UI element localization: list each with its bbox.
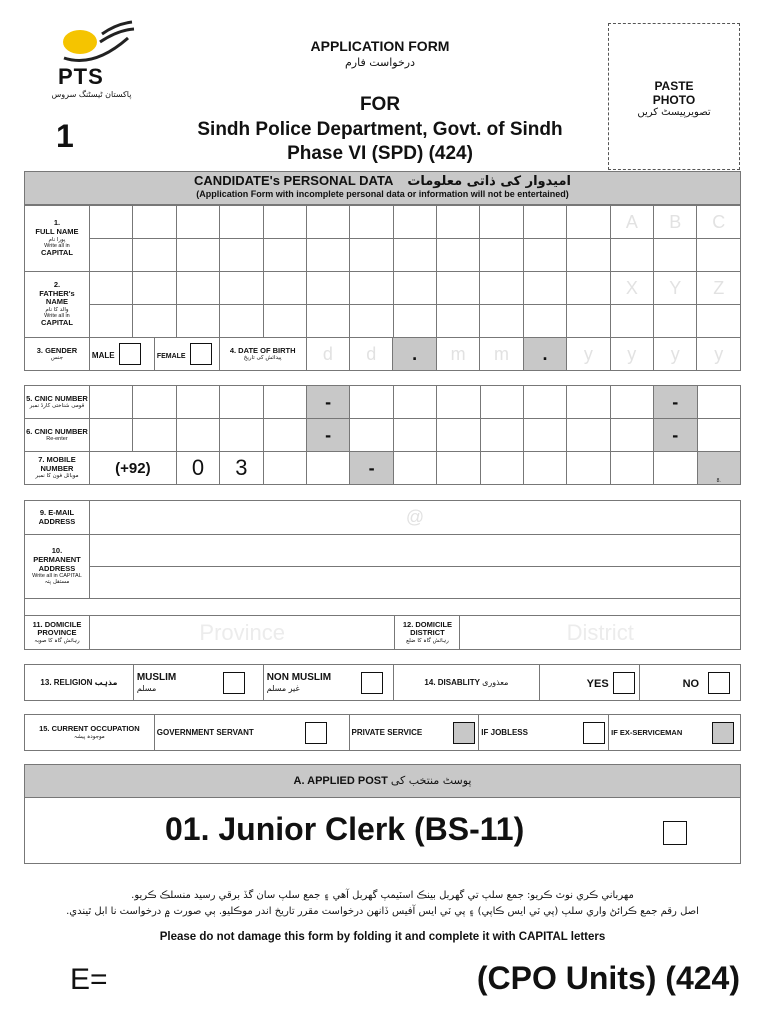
gender-dob-row — [24, 337, 741, 371]
province-label: 11. DOMICILE PROVINCE رہائش گاہ کا صوبہ — [25, 616, 90, 650]
name-cell[interactable] — [654, 239, 697, 272]
cnic-re-cell[interactable] — [263, 419, 306, 452]
cnic-cell[interactable] — [437, 386, 480, 419]
mobile-digit: 0 — [176, 452, 219, 485]
female-checkbox[interactable] — [190, 343, 212, 365]
form-title: APPLICATION FORM — [310, 38, 450, 54]
cnic-cell[interactable] — [567, 386, 610, 419]
religion-label: 13. RELIGION مذہب — [25, 665, 134, 701]
name-cell[interactable] — [523, 206, 566, 239]
father-name-cell[interactable] — [610, 305, 653, 338]
disability-no-option[interactable] — [640, 665, 741, 701]
male-checkbox[interactable] — [119, 343, 141, 365]
female-label: FEMALE — [156, 353, 186, 361]
cnic-cell[interactable] — [480, 386, 523, 419]
name-cell[interactable] — [306, 206, 349, 239]
father-name-label: 2. FATHER's NAME والد کا نام Write all in CAPITAL — [25, 272, 90, 338]
cnic-re-cell[interactable] — [393, 419, 436, 452]
phase-title: Phase VI (SPD) (424) — [287, 143, 473, 164]
dob-cell[interactable]: m — [480, 338, 523, 371]
photo-line1: PASTE — [654, 79, 694, 93]
name-cell[interactable] — [567, 206, 610, 239]
address-label: 10. PERMANENT ADDRESS Write all in CAPITAL مستقل پتہ — [25, 535, 90, 599]
cnic-cell[interactable] — [263, 386, 306, 419]
cnic-cell[interactable] — [523, 386, 566, 419]
dob-label: 4. DATE OF BIRTH پیدائش کی تاریخ — [219, 338, 306, 371]
father-name-cell[interactable]: X — [610, 272, 653, 305]
name-cell[interactable] — [133, 206, 176, 239]
ex-serviceman-label: IF EX-SERVICEMAN — [611, 728, 683, 737]
cnic-re-cell[interactable] — [133, 419, 176, 452]
personal-heading-urdu: امیدوار کی ذاتی معلومات — [407, 174, 571, 189]
name-cell[interactable] — [350, 206, 393, 239]
father-name-cell[interactable] — [437, 272, 480, 305]
name-cell[interactable] — [437, 239, 480, 272]
name-cell[interactable] — [220, 239, 263, 272]
father-name-cell[interactable] — [654, 305, 697, 338]
cnic-re-cell[interactable] — [610, 419, 653, 452]
father-name-cell[interactable] — [133, 305, 176, 338]
name-cell[interactable] — [89, 239, 132, 272]
cnic-re-cell[interactable] — [567, 419, 610, 452]
father-name-cell[interactable] — [133, 272, 176, 305]
form-title-urdu: درخواست فارم — [345, 56, 415, 69]
department-title: Sindh Police Department, Govt. of Sindh — [197, 119, 563, 140]
occupation-label: 15. CURRENT OCCUPATION موجودہ پیشہ — [25, 715, 155, 751]
religion-disability-row — [24, 664, 741, 701]
yes-checkbox[interactable] — [613, 672, 635, 694]
mobile-cell[interactable] — [306, 452, 349, 485]
father-name-cell[interactable]: Z — [697, 272, 741, 305]
cnic-cell[interactable] — [89, 386, 132, 419]
photo-urdu: تصویرپیسٹ کریں — [637, 107, 711, 118]
applied-post-heading — [24, 764, 741, 798]
father-name-cell[interactable] — [263, 272, 306, 305]
jobless-checkbox[interactable] — [583, 722, 605, 744]
mobile-cell[interactable] — [393, 452, 436, 485]
muslim-label: MUSLIM — [136, 671, 177, 683]
jobless-option[interactable] — [479, 715, 609, 751]
private-service-checkbox[interactable] — [453, 722, 475, 744]
ex-serviceman-option[interactable] — [609, 715, 741, 751]
father-name-cell[interactable] — [523, 305, 566, 338]
mobile-digit: 3 — [220, 452, 263, 485]
dob-cell[interactable]: y — [697, 338, 741, 371]
mobile-separator: - — [350, 452, 393, 485]
non-muslim-option[interactable]: NON MUSLIM غیر مسلم — [263, 665, 393, 701]
applied-post-heading-urdu: پوسٹ منتخب کی — [390, 774, 472, 787]
province-input[interactable]: Province — [89, 616, 395, 650]
cnic-re-cell[interactable] — [437, 419, 480, 452]
mobile-cell[interactable] — [654, 452, 697, 485]
name-cell[interactable] — [263, 239, 306, 272]
muslim-option[interactable]: MUSLIM مسلم — [133, 665, 263, 701]
father-name-cell[interactable] — [567, 305, 610, 338]
cnic-re-separator: - — [306, 419, 349, 452]
male-label: MALE — [91, 351, 115, 361]
name-cell[interactable] — [437, 206, 480, 239]
name-cell[interactable] — [176, 206, 219, 239]
mobile-cell[interactable] — [523, 452, 566, 485]
father-name-cell[interactable] — [393, 305, 436, 338]
personal-heading-text: CANDIDATE's PERSONAL DATA — [194, 173, 393, 188]
email-input[interactable]: @ — [89, 501, 740, 535]
cnic-re-cell[interactable] — [697, 419, 741, 452]
mobile-country-code: (+92) — [89, 452, 176, 485]
name-cell[interactable]: A — [610, 206, 653, 239]
logo-urdu: پاکستان ٹیسٹنگ سروس — [51, 90, 132, 99]
cnic-cell[interactable] — [610, 386, 653, 419]
no-checkbox[interactable] — [708, 672, 730, 694]
dob-separator: . — [523, 338, 566, 371]
address-line-2[interactable] — [89, 567, 740, 599]
cnic-label: 5. CNIC NUMBER قومی شناختی کارڈ نمبر — [25, 386, 90, 419]
father-name-cell[interactable] — [350, 305, 393, 338]
father-name-cell[interactable] — [220, 305, 263, 338]
cnic-cell[interactable] — [176, 386, 219, 419]
jobless-label: IF JOBLESS — [481, 728, 528, 737]
personal-note: (Application Form with incomplete personal data or information will not be entertained) — [196, 189, 569, 199]
father-name-cell[interactable]: Y — [654, 272, 697, 305]
non-muslim-label: NON MUSLIM — [266, 671, 332, 683]
cnic-re-cell[interactable] — [89, 419, 132, 452]
district-label: 12. DOMICILE DISTRICT رہائش گاہ کا ضلع — [395, 616, 460, 650]
cnic-re-cell[interactable] — [480, 419, 523, 452]
dob-cell[interactable]: d — [350, 338, 393, 371]
cnic-re-cell[interactable] — [220, 419, 263, 452]
personal-data-heading — [24, 171, 741, 205]
footer-sindhi-line-1: مهرباني ڪري نوٽ ڪريو: جمع سلپ تي گهربل بينڪ اسٽيمپ گهربل آهي ۽ جمع سلپ سان گڏ برقي رسيد منسلڪ ڪريو. — [131, 890, 634, 901]
no-label: NO — [682, 677, 700, 690]
ex-serviceman-checkbox[interactable] — [712, 722, 734, 744]
cnic-cell[interactable] — [697, 386, 741, 419]
name-cell[interactable] — [697, 239, 741, 272]
father-name-cell[interactable] — [480, 272, 523, 305]
dob-cell[interactable]: m — [436, 338, 479, 371]
father-name-cell[interactable] — [263, 305, 306, 338]
name-cell[interactable] — [567, 239, 610, 272]
name-cell[interactable] — [306, 239, 349, 272]
cnic-cell[interactable] — [350, 386, 393, 419]
name-cell[interactable] — [393, 206, 436, 239]
name-cell[interactable] — [89, 206, 132, 239]
male-option[interactable] — [89, 338, 154, 371]
father-name-cell[interactable] — [89, 305, 132, 338]
form-number: 1 — [56, 118, 74, 154]
father-name-cell[interactable] — [393, 272, 436, 305]
private-service-option[interactable] — [349, 715, 479, 751]
gender-label: 3. GENDER جنس — [25, 338, 90, 371]
father-name-cell[interactable] — [567, 272, 610, 305]
applied-post-box — [24, 797, 741, 864]
name-cell[interactable] — [263, 206, 306, 239]
cnic-cell[interactable] — [133, 386, 176, 419]
father-name-cell[interactable] — [89, 272, 132, 305]
gov-servant-option[interactable] — [154, 715, 349, 751]
name-cell[interactable] — [350, 239, 393, 272]
cnic-separator: - — [306, 386, 349, 419]
name-cell[interactable] — [220, 206, 263, 239]
mobile-cell[interactable] — [480, 452, 523, 485]
full-name-label: 1. FULL NAME پورا نام Write all in CAPITAL — [25, 206, 90, 272]
cnic-re-cell[interactable] — [523, 419, 566, 452]
disability-label: 14. DISABLITY معذوری — [393, 665, 540, 701]
spacer-row — [25, 599, 741, 616]
mobile-cell[interactable] — [610, 452, 653, 485]
footer-instruction: Please do not damage this form by folding it and complete it with CAPITAL letters — [159, 931, 606, 943]
applied-post-heading-text: A. APPLIED POST — [293, 775, 388, 787]
dob-cell[interactable]: y — [610, 338, 653, 371]
father-name-cell[interactable] — [480, 305, 523, 338]
cnic-re-separator: - — [654, 419, 697, 452]
footer-units: (CPO Units) (424) — [476, 960, 740, 996]
dob-cell[interactable]: d — [306, 338, 349, 371]
contact-grid — [24, 500, 741, 650]
father-name-cell[interactable] — [437, 305, 480, 338]
father-name-cell[interactable] — [220, 272, 263, 305]
for-label: FOR — [359, 94, 401, 115]
applied-post-checkbox[interactable] — [663, 821, 687, 845]
logo-text: PTS — [58, 64, 104, 89]
private-service-label: PRIVATE SERVICE — [351, 728, 423, 737]
occupation-row — [24, 714, 741, 751]
mobile-cell[interactable] — [567, 452, 610, 485]
father-name-cell[interactable] — [306, 272, 349, 305]
muslim-checkbox[interactable] — [223, 672, 245, 694]
photo-line2: PHOTO — [652, 93, 696, 107]
name-cell[interactable]: C — [697, 206, 741, 239]
gov-servant-label: GOVERNMENT SERVANT — [156, 728, 254, 737]
cnic-cell[interactable] — [393, 386, 436, 419]
non-muslim-checkbox[interactable] — [361, 672, 383, 694]
mobile-cell[interactable] — [263, 452, 306, 485]
name-cell[interactable] — [176, 239, 219, 272]
father-name-cell[interactable] — [176, 305, 219, 338]
photo-box[interactable] — [608, 23, 740, 170]
footer-left-code: E= — [70, 963, 108, 996]
cnic-cell[interactable] — [220, 386, 263, 419]
name-grid — [24, 205, 741, 338]
name-cell[interactable] — [610, 239, 653, 272]
footer-sindhi-line-2: اصل رقم جمع ڪرائڻ واري سلپ (پي ٽي ايس ڪاپي) ۽ پي ٽي ايس آفيس ڏانهن درخواست مقرر تاريخ اندر موڪليو. ٻي صورت ۾ درخواست نا ابل ٿيندي. — [66, 906, 699, 917]
cnic-re-cell[interactable] — [350, 419, 393, 452]
dob-cell[interactable]: y — [567, 338, 610, 371]
cnic-reenter-label: 6. CNIC NUMBER Re-enter — [25, 419, 90, 452]
name-cell[interactable] — [133, 239, 176, 272]
name-cell[interactable]: B — [654, 206, 697, 239]
father-name-cell[interactable] — [176, 272, 219, 305]
name-cell[interactable] — [480, 239, 523, 272]
cnic-re-cell[interactable] — [176, 419, 219, 452]
father-name-cell[interactable] — [306, 305, 349, 338]
yes-label: YES — [586, 677, 609, 690]
name-cell[interactable] — [523, 239, 566, 272]
applied-post-name: 01. Junior Clerk (BS-11) — [165, 811, 525, 847]
father-name-cell[interactable] — [350, 272, 393, 305]
district-input[interactable]: District — [460, 616, 741, 650]
father-name-cell[interactable] — [697, 305, 741, 338]
mobile-cell[interactable] — [437, 452, 480, 485]
email-label: 9. E-MAIL ADDRESS — [25, 501, 90, 535]
mobile-label: 7. MOBILE NUMBER موبائل فون کا نمبر — [25, 452, 90, 485]
mobile-end-cell: 8. — [697, 452, 741, 485]
gov-servant-checkbox[interactable] — [305, 722, 327, 744]
pts-logo-icon — [44, 20, 139, 68]
pts-logo — [44, 20, 139, 102]
father-name-cell[interactable] — [523, 272, 566, 305]
name-cell[interactable] — [393, 239, 436, 272]
address-line-1[interactable] — [89, 535, 740, 567]
female-option[interactable] — [154, 338, 219, 371]
cnic-mobile-grid — [24, 385, 741, 485]
dob-cell[interactable]: y — [654, 338, 697, 371]
dob-separator: . — [393, 338, 436, 371]
name-cell[interactable] — [480, 206, 523, 239]
cnic-separator: - — [654, 386, 697, 419]
disability-yes-option[interactable] — [540, 665, 640, 701]
